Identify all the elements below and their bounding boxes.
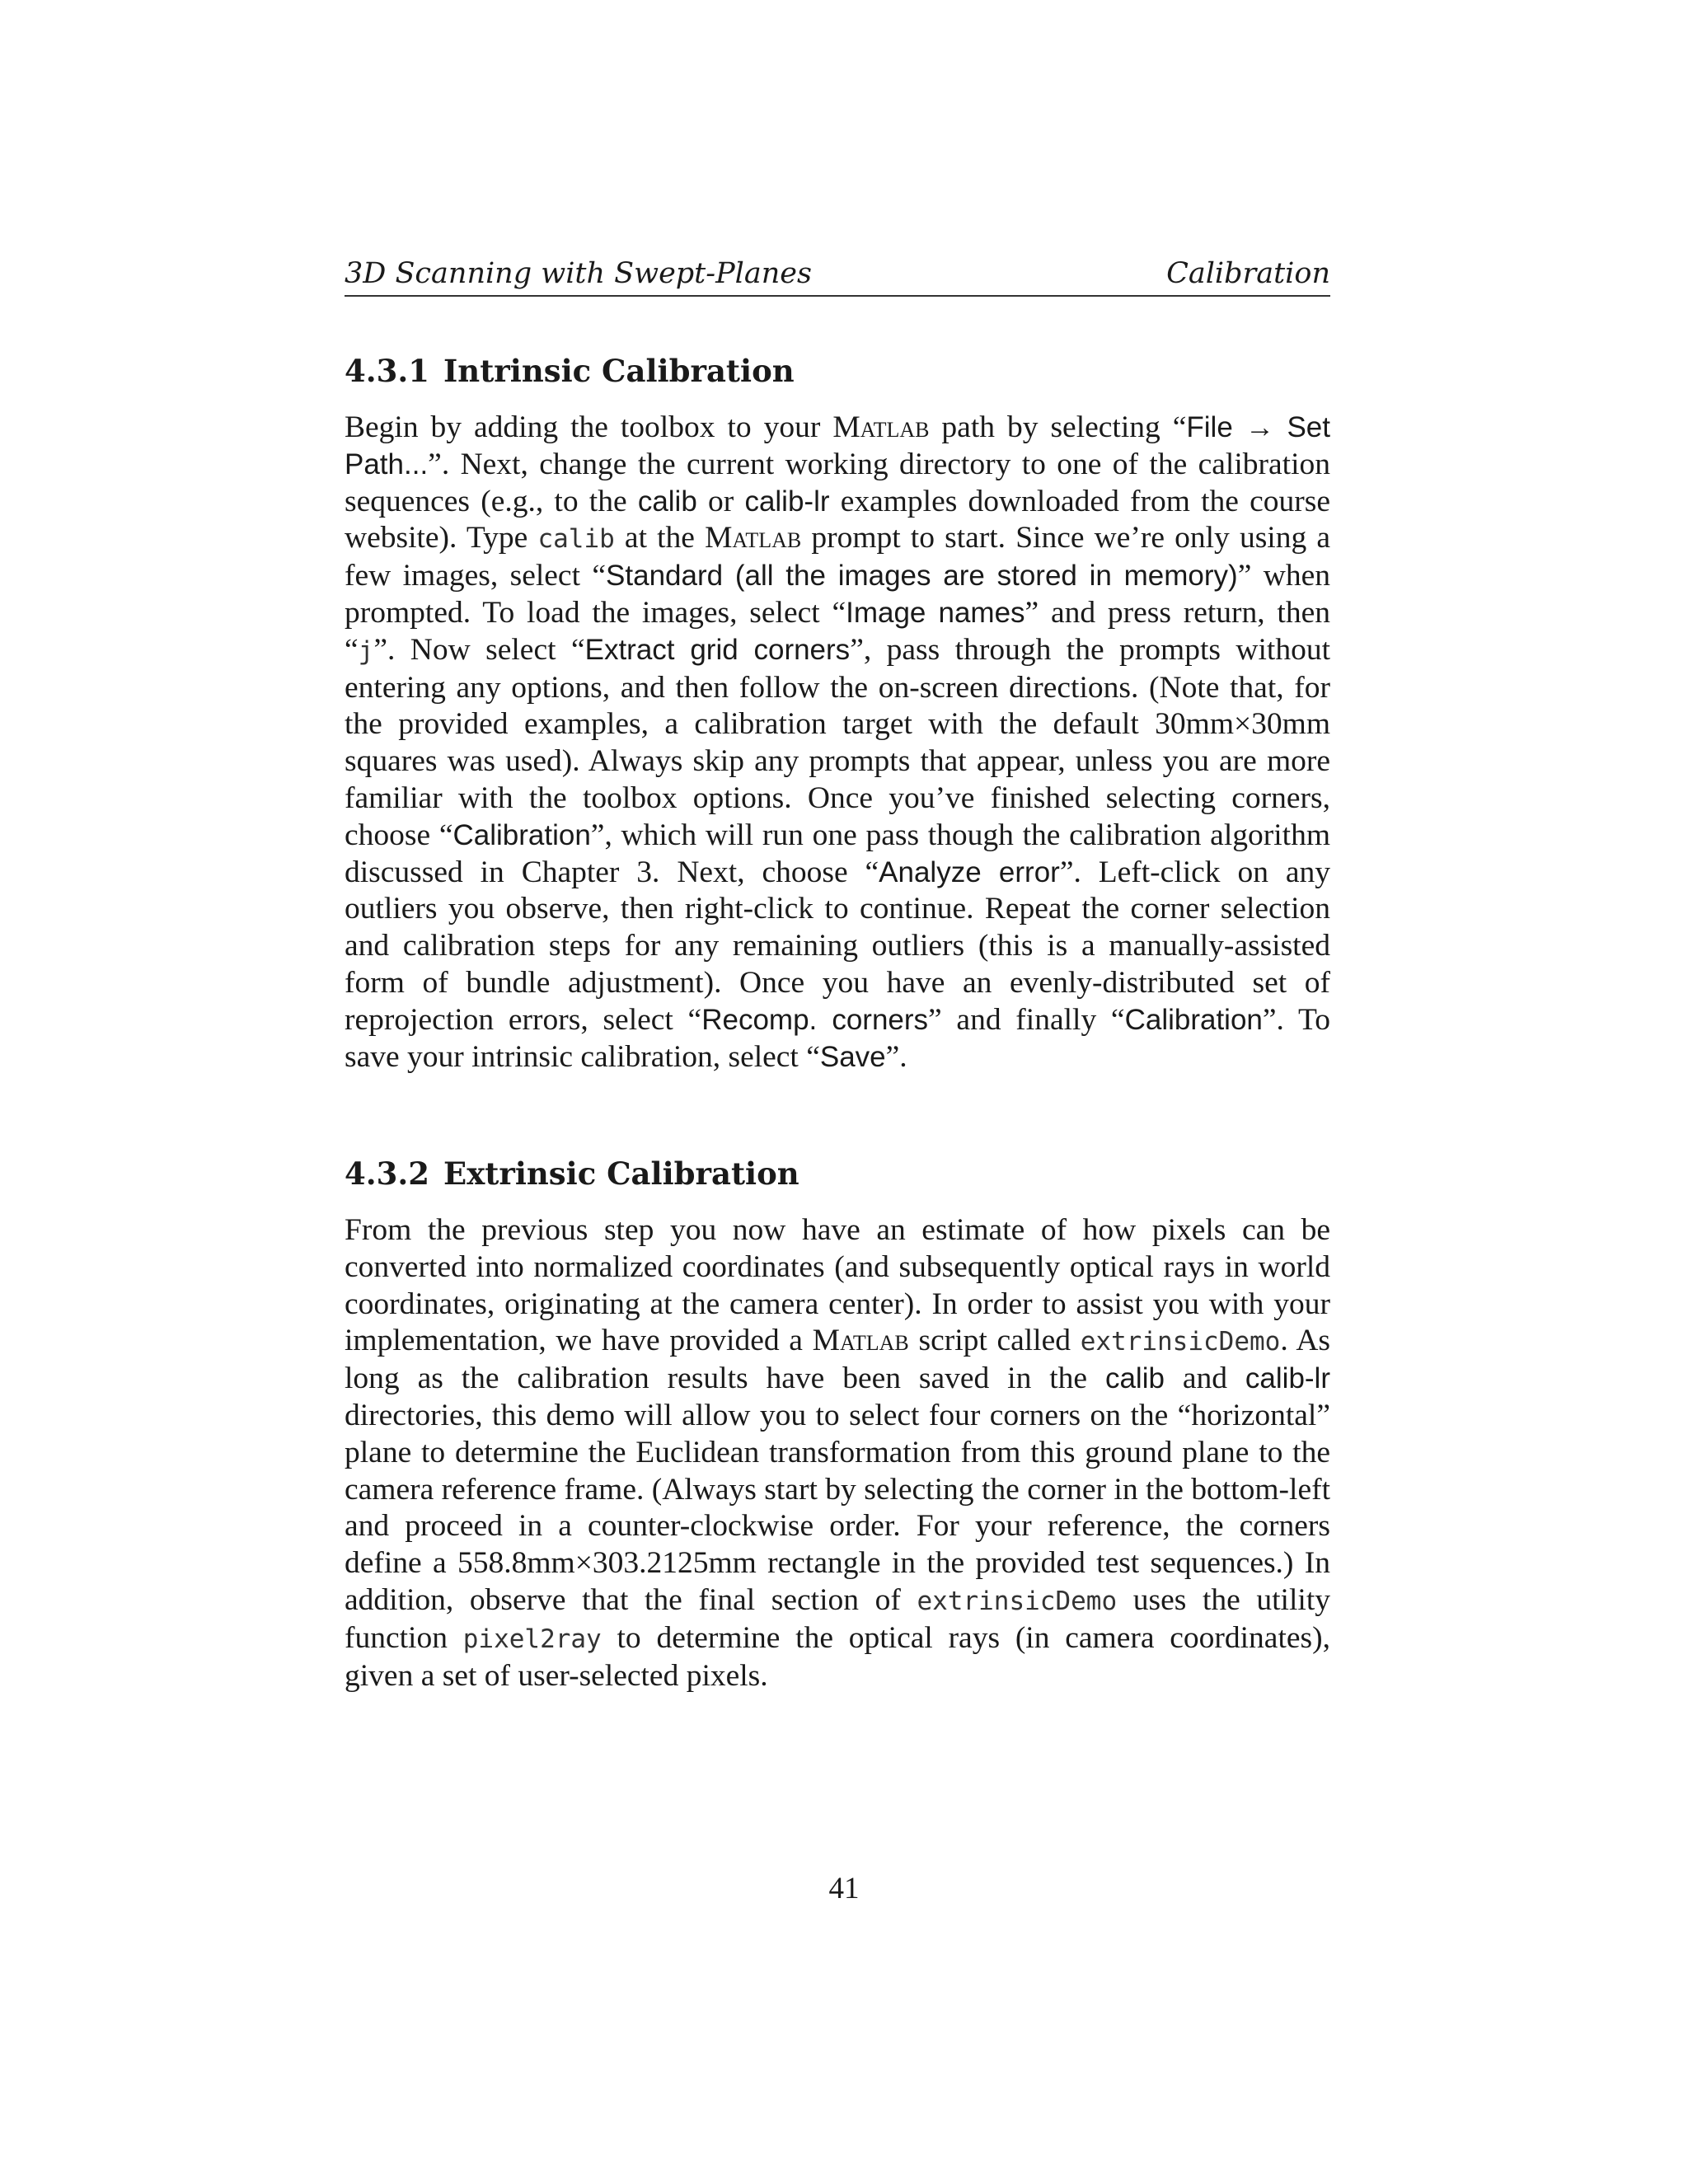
ui-label: calib-lr xyxy=(744,485,830,518)
product-name: Matlab xyxy=(812,1324,909,1358)
ui-label: calib xyxy=(1104,1362,1165,1395)
ui-label: Extract grid corners xyxy=(584,633,851,666)
ui-label: Calibration xyxy=(452,818,591,851)
header-book-title: 3D Scanning with Swept-Planes xyxy=(345,257,812,290)
product-name: Matlab xyxy=(832,410,930,444)
code-literal: extrinsicDemo xyxy=(917,1586,1118,1616)
ui-label: Standard (all the images are stored in memory) xyxy=(606,560,1238,593)
section-title-text: Intrinsic Calibration xyxy=(443,353,795,389)
product-name: Matlab xyxy=(705,521,802,555)
ui-label: calib-lr xyxy=(1245,1362,1330,1395)
header-chapter-title: Calibration xyxy=(1166,257,1330,290)
ui-label: File → Set Path... xyxy=(345,411,1330,480)
code-literal: j xyxy=(358,635,374,666)
ui-label: Recomp. corners xyxy=(701,1003,929,1036)
section-number: 4.3.2 xyxy=(345,1155,429,1192)
ui-label: Image names xyxy=(846,596,1025,629)
section-title-text: Extrinsic Calibration xyxy=(443,1155,799,1192)
paragraph-intrinsic: Begin by adding the toolbox to your Matlab path by selecting “File → Set Path...”. Next, change the current working directory to one of the calibration sequences (e.g., to the calib or calib-lr examples downloaded from the course website). Type calib at the Matlab prompt to start. Since we’re only using a few images, select “Standard (all the images are stored in memory)” when prompted. To load the images, select “Image names” and press return, then “j”. Now select “Extract grid corners”, pass through the prompts without entering any options, and then follow the on-screen directions. (Note that, for the provided examples, a calibration target with the default 30mm×30mm squares was used). Always skip any prompts that appear, unless you are more familiar with the toolbox options. Once you’ve finished selecting corners, choose “Calibration”, which will run one pass though the calibration algorithm discussed in Chapter 3. Next, choose “Analyze error”. Left-click on any outliers you observe, then right-click to continue. Repeat the corner selection and calibration steps for any remaining outliers (this is a manually-assisted form of bundle adjustment). Once you have an evenly-distributed set of reprojection errors, select “Recomp. corners” and finally “Calibration”. To save your intrinsic calibration, select “Save”. xyxy=(345,410,1331,1074)
ui-label: Save xyxy=(819,1040,886,1073)
section-number: 4.3.1 xyxy=(345,353,429,389)
code-literal: pixel2ray xyxy=(462,1624,602,1654)
page-number: 41 xyxy=(828,1872,860,1905)
ui-label: Calibration xyxy=(1124,1003,1263,1036)
section-heading-intrinsic xyxy=(345,353,1330,389)
paragraph-extrinsic: From the previous step you now have an estimate of how pixels can be converted into normalized coordinates (and subsequently optical rays in world coordinates, originating at the camera center). In order to assist you with your implementation, we have provided a Matlab script called extrinsicDemo. As long as the calibration results have been saved in the calib and calib-lr directories, this demo will allow you to select four corners on the “horizontal” plane to determine the Euclidean transformation from this ground plane to the camera reference frame. (Always start by selecting the corner in the bottom-left and proceed in a counter-clockwise order. For your reference, the corners define a 558.8mm×303.2125mm rectangle in the provided test sequences.) In addition, observe that the final section of extrinsicDemo uses the utility function pixel2ray to determine the optical rays (in camera coordinates), given a set of user-selected pixels. xyxy=(345,1213,1330,1693)
code-literal: extrinsicDemo xyxy=(1080,1327,1281,1357)
ui-label: Analyze error xyxy=(879,855,1060,888)
running-header xyxy=(345,257,1330,297)
ui-label: calib xyxy=(637,485,697,518)
code-literal: calib xyxy=(537,524,615,555)
section-heading-extrinsic xyxy=(345,1155,1330,1192)
